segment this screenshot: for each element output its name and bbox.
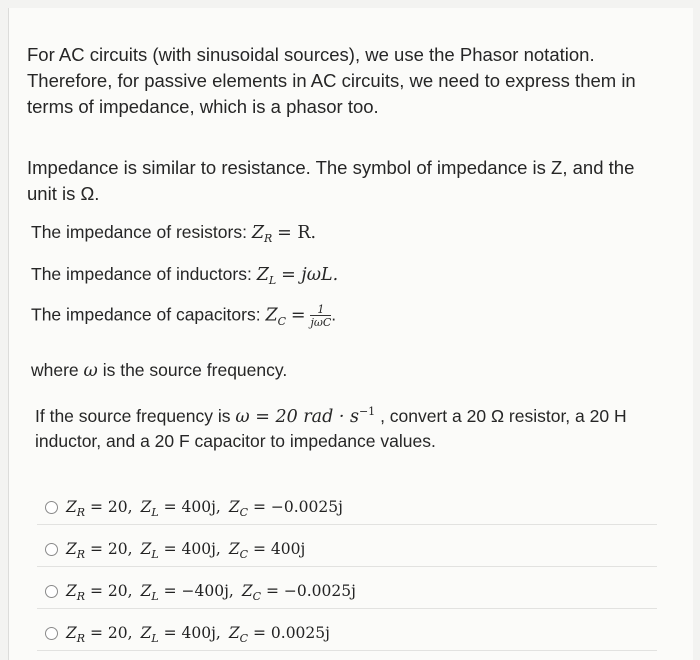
question-suffix: , convert a 20 Ω resistor, a 20 H inductor, and a 20 F capacitor to impedance values. [35,405,627,451]
capacitor-label: The impedance of capacitors: [31,304,261,325]
omega-symbol: ω [83,361,98,381]
capacitor-fraction [310,304,331,328]
option-4-text: $Z_R = 20$, $Z_L = 400j$, $Z_C = 0.0025j$ [66,624,330,645]
where-line [31,360,287,381]
inductor-rhs: = jωL. [281,265,339,285]
question-prefix: If the source frequency is [35,405,231,426]
capacitor-fraction-denominator: jωC [310,316,332,329]
intro-paragraph-2: Impedance is similar to resistance. The symbol of impedance is Z, and the unit is Ω. [27,157,635,204]
capacitor-z: Z [265,305,278,326]
option-3-text: $Z_R = 20$, $Z_L = -400j$, $Z_C = -0.0025j$ [66,582,356,603]
question-card [8,8,693,660]
option-2-text: $Z_R = 20$, $Z_L = 400j$, $Z_C = 400j$ [66,540,306,561]
answer-option-3[interactable] [37,574,657,609]
option-1-text: $Z_R = 20$, $Z_L = 400j$, $Z_C = -0.0025j$ [66,498,343,519]
inductor-impedance-line [31,264,338,285]
radio-button-3[interactable] [45,585,58,598]
inductor-label: The impedance of inductors: [31,264,252,284]
resistor-label: The impedance of resistors: [31,222,247,242]
radio-button-4[interactable] [45,627,58,640]
intro-paragraph-1: For AC circuits (with sinusoidal sources), we use the Phasor notation. Therefore, for passive elements in AC circuits, we need to express them in terms of impedance, which is a phasor too. [27,44,636,117]
where-prefix: where [31,360,79,380]
inductor-z: Z [256,265,269,285]
resistor-sub: R [263,232,273,245]
answer-option-2[interactable] [37,532,657,567]
question-exponent: −1 [358,405,376,418]
where-suffix: is the source frequency. [102,360,288,380]
capacitor-fraction-numerator: 1 [310,304,331,316]
resistor-rhs: = R. [277,223,317,243]
capacitor-impedance-line [31,304,336,328]
inductor-sub: L [268,274,277,287]
radio-button-2[interactable] [45,543,58,556]
answer-option-1[interactable] [37,490,657,525]
capacitor-sub: C [277,314,287,328]
radio-button-1[interactable] [45,501,58,514]
capacitor-tail: . [331,304,337,325]
answer-option-4[interactable] [37,616,657,651]
question-expression: ω = 20 rad · s [235,406,359,427]
resistor-impedance-line [31,222,316,243]
resistor-z: Z [251,223,264,243]
question-text [35,400,675,453]
capacitor-eq: = [290,305,306,326]
